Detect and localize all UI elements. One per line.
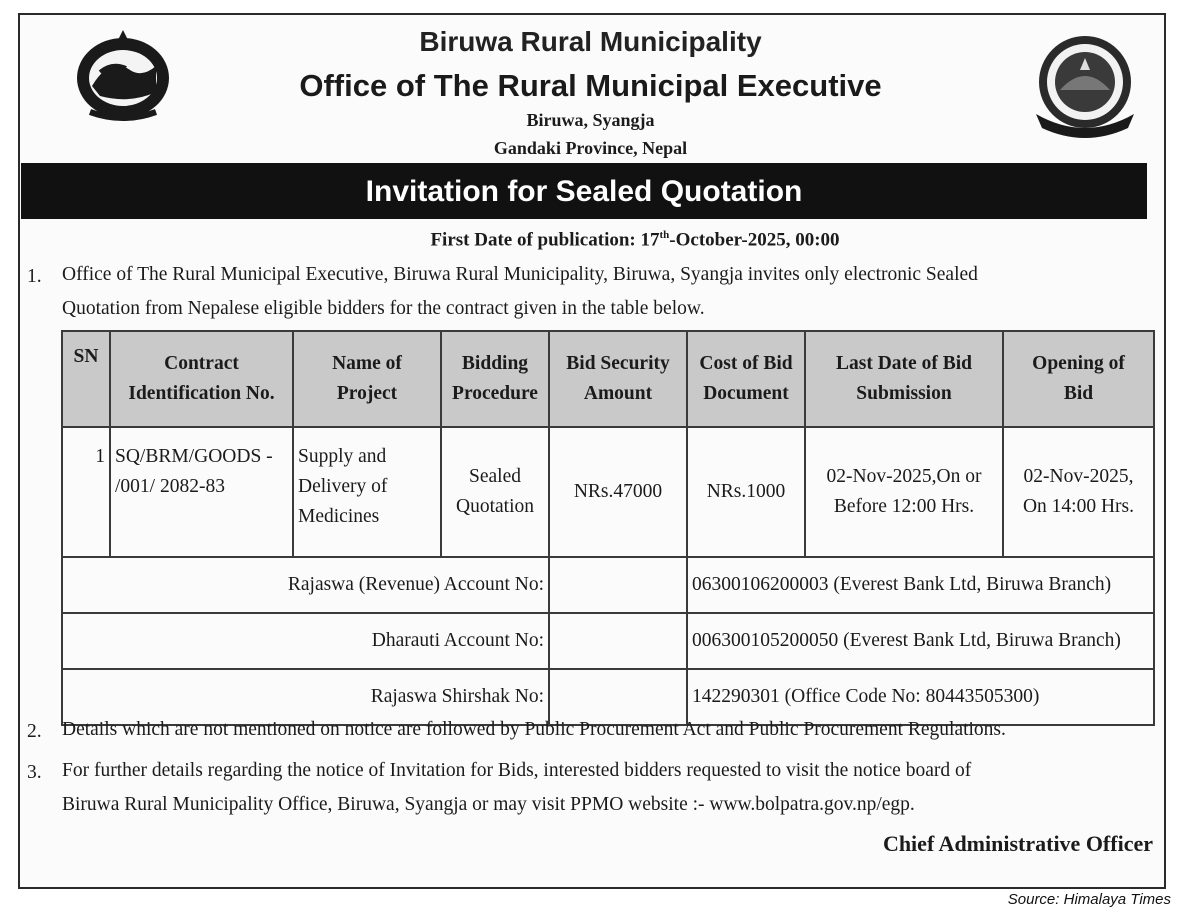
cell-contract-id: SQ/BRM/GOODS - /001/ 2082-83 (110, 427, 293, 557)
header-contract-id: Contract Identification No. (110, 331, 293, 427)
account-label: Rajaswa (Revenue) Account No: (62, 557, 549, 613)
account-label: Dharauti Account No: (62, 613, 549, 669)
header-opening: Opening of Bid (1003, 331, 1154, 427)
cell-bid-security: NRs.47000 (549, 427, 687, 557)
cell-opening: 02-Nov-2025, On 14:00 Hrs. (1003, 427, 1154, 557)
account-value: 142290301 (Office Code No: 80443505300) (687, 669, 1154, 725)
account-row (62, 557, 1154, 613)
table-row (62, 427, 1154, 557)
account-value: 06300106200003 (Everest Bank Ltd, Biruwa Branch) (687, 557, 1154, 613)
paragraph-3: For further details regarding the notice of Invitation for Bids, interested bidders requested to visit the notice board of Biruwa Rural Municipality Office, Biruwa, Syangja or may visit PPMO website :- www.bolpatra.gov.np/egp. (62, 760, 972, 815)
cell-sn: 1 (62, 427, 110, 557)
notice-banner: Invitation for Sealed Quotation (21, 163, 1147, 219)
header-bid-cost: Cost of Bid Document (687, 331, 805, 427)
header-bidding-procedure: Bidding Procedure (441, 331, 549, 427)
office-title: Office of The Rural Municipal Executive (299, 68, 882, 103)
cell-bidding-procedure: Sealed Quotation (441, 427, 549, 557)
header-last-date: Last Date of Bid Submission (805, 331, 1003, 427)
signature: Chief Administrative Officer (882, 831, 1153, 856)
paragraph-2-number: 2. (27, 721, 42, 742)
table-header-row (62, 331, 1154, 427)
account-spacer (549, 613, 687, 669)
account-spacer (549, 557, 687, 613)
cell-last-date: 02-Nov-2025,On or Before 12:00 Hrs. (805, 427, 1003, 557)
municipality-title: Biruwa Rural Municipality (419, 26, 762, 57)
paragraph-1: Office of The Rural Municipal Executive, Biruwa Rural Municipality, Biruwa, Syangja invites only electronic Sealed Quotation from Nepalese eligible bidders for the contract given in the table below. (62, 264, 978, 319)
paragraph-1-number: 1. (27, 266, 42, 287)
publication-date: First Date of publication: 17th-October-2025, 00:00 (430, 229, 840, 251)
bid-table (61, 330, 1155, 726)
account-value: 006300105200050 (Everest Bank Ltd, Biruwa Branch) (687, 613, 1154, 669)
source-credit: Source: Himalaya Times (1007, 891, 1171, 908)
cell-project-name: Supply and Delivery of Medicines (293, 427, 441, 557)
cell-bid-cost: NRs.1000 (687, 427, 805, 557)
header-sn: SN (62, 331, 110, 427)
account-label: Rajaswa Shirshak No: (62, 669, 549, 725)
address-line-2: Gandaki Province, Nepal (493, 138, 688, 158)
paragraph-3-number: 3. (27, 762, 42, 783)
account-row (62, 613, 1154, 669)
address-line-1: Biruwa, Syangja (526, 110, 655, 130)
header-bid-security: Bid Security Amount (549, 331, 687, 427)
header-project-name: Name of Project (293, 331, 441, 427)
paragraph-2: Details which are not mentioned on notice are followed by Public Procurement Act and Public Procurement Regulations. (62, 719, 1006, 740)
